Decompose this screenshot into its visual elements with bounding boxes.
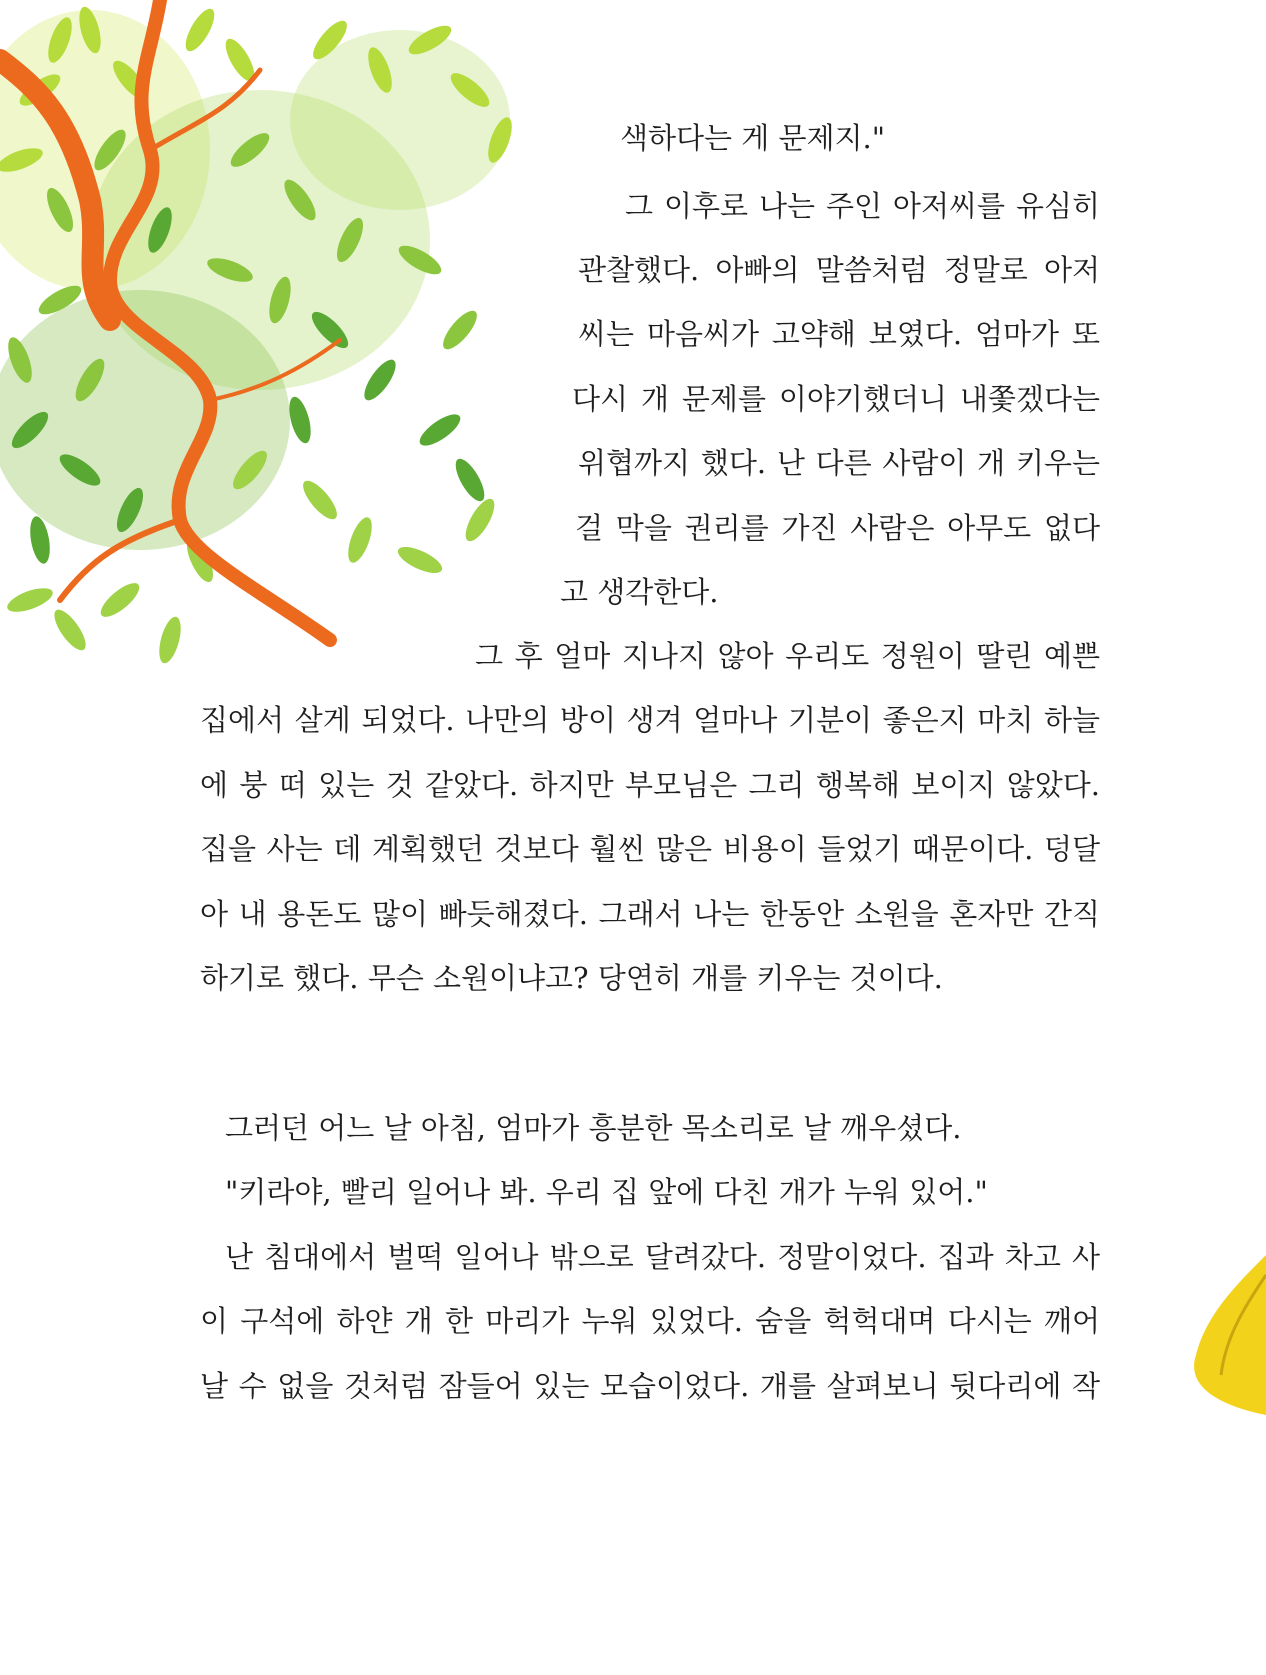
story-line: 집에서 살게 되었다. 나만의 방이 생겨 얼마나 기분이 좋은지 마치 하늘 <box>200 703 1100 737</box>
yellow-leaf-illustration <box>1166 1255 1266 1415</box>
story-line: 관찰했다. 아빠의 말씀처럼 정말로 아저 <box>578 253 1100 287</box>
story-line: 그 후 얼마 지나지 않아 우리도 정원이 딸린 예쁜 <box>475 639 1100 673</box>
story-line: 날 수 없을 것처럼 잠들어 있는 모습이었다. 개를 살펴보니 뒷다리에 작 <box>200 1369 1100 1403</box>
story-line: "키라야, 빨리 일어나 봐. 우리 집 앞에 다친 개가 누워 있어." <box>225 1175 988 1209</box>
story-line: 색하다는 게 문제지." <box>620 121 886 155</box>
story-line: 아 내 용돈도 많이 빠듯해졌다. 그래서 나는 한동안 소원을 혼자만 간직 <box>200 897 1100 931</box>
story-line: 걸 막을 권리를 가진 사람은 아무도 없다 <box>575 511 1100 545</box>
tree-branch-illustration <box>0 0 620 690</box>
story-line: 다시 개 문제를 이야기했더니 내쫓겠다는 <box>572 382 1100 416</box>
story-line: 난 침대에서 벌떡 일어나 밖으로 달려갔다. 정말이었다. 집과 차고 사 <box>225 1240 1100 1274</box>
story-line: 위협까지 했다. 난 다른 사람이 개 키우는 <box>578 446 1100 480</box>
story-line: 그 이후로 나는 주인 아저씨를 유심히 <box>625 189 1100 223</box>
story-line: 그러던 어느 날 아침, 엄마가 흥분한 목소리로 날 깨우셨다. <box>225 1111 962 1145</box>
story-line: 하기로 했다. 무슨 소원이냐고? 당연히 개를 키우는 것이다. <box>200 961 943 995</box>
story-line: 고 생각한다. <box>560 575 719 609</box>
story-line: 이 구석에 하얀 개 한 마리가 누워 있었다. 숨을 헉헉대며 다시는 깨어 <box>200 1304 1100 1338</box>
story-line: 에 붕 떠 있는 것 같았다. 하지만 부모님은 그리 행복해 보이지 않았다. <box>200 768 1100 802</box>
story-line: 씨는 마음씨가 고약해 보였다. 엄마가 또 <box>578 317 1100 351</box>
story-line: 집을 사는 데 계획했던 것보다 훨씬 많은 비용이 들었기 때문이다. 덩달 <box>200 832 1100 866</box>
